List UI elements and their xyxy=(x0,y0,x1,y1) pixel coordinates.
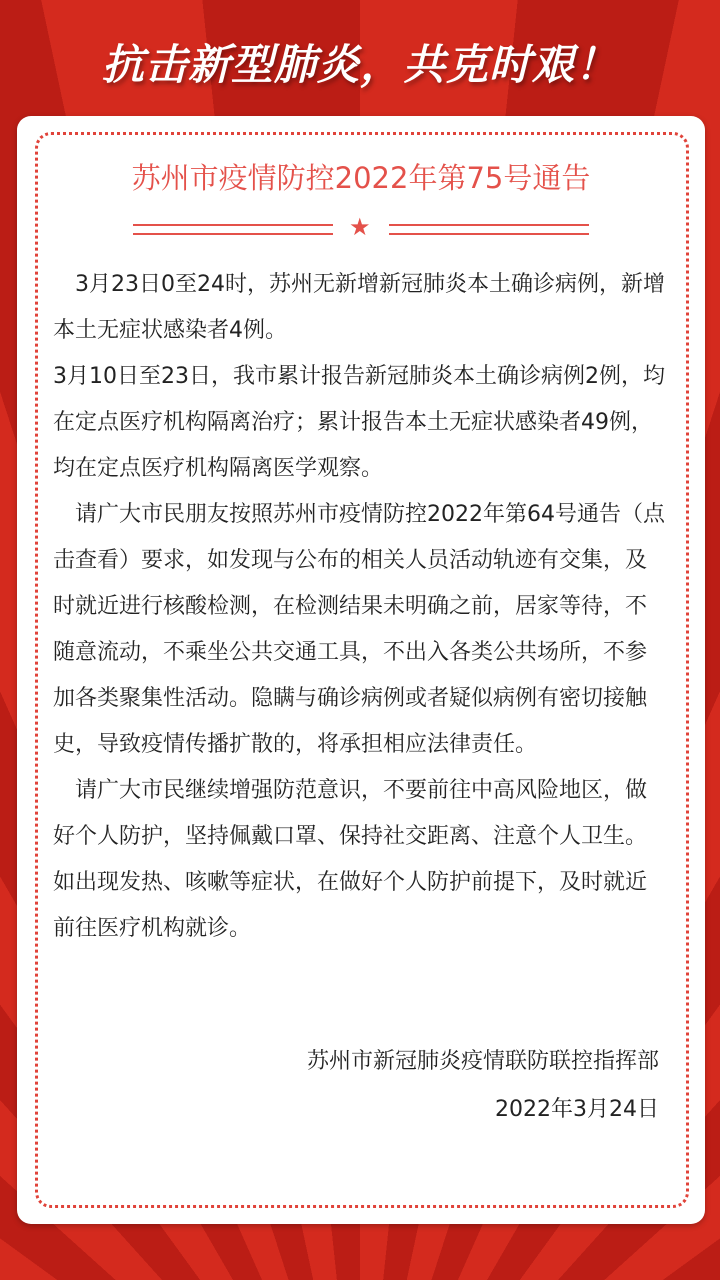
banner-slogan: 抗击新型肺炎，共克时艰！ xyxy=(101,40,618,89)
issuer: 苏州市新冠肺炎疫情联防联控指挥部 xyxy=(306,1049,659,1074)
notice-title: 苏州市疫情防控2022年第75号通告 xyxy=(131,161,591,195)
title-divider xyxy=(133,213,589,241)
divider-line-right xyxy=(389,224,589,235)
paragraph: 请广大市民继续增强防范意识，不要前往中高风险地区，做好个人防护，坚持佩戴口罩、保持社交距离、注意个人卫生。如出现发热、咳嗽等症状，在做好个人防护前提下，及时就近前往医疗机构就诊。 xyxy=(53,778,648,941)
divider-line-left xyxy=(133,224,333,235)
paragraph: 请广大市民朋友按照苏州市疫情防控2022年第64号通告（点击查看）要求，如发现与公布的相关人员活动轨迹有交集，及时就近进行核酸检测，在检测结果未明确之前，居家等待，不随意流动，不乘坐公共交通工具，不出入各类公共场所，不参加各类聚集性活动。隐瞒与确诊病例或者疑似病例有密切接触史，导致疫情传播扩散的，将承担相应法律责任。 xyxy=(53,502,665,757)
paragraph: 3月23日0至24时，苏州无新增新冠肺炎本土确诊病例，新增本土无症状感染者4例。 xyxy=(53,272,665,343)
star-icon: ★ xyxy=(349,213,371,241)
issue-date: 2022年3月24日 xyxy=(495,1097,659,1122)
notice-card xyxy=(17,116,705,1224)
signature xyxy=(307,1038,659,1134)
paragraph: 3月10日至23日，我市累计报告新冠肺炎本土确诊病例2例，均在定点医疗机构隔离治疗；累计报告本土无症状感染者49例，均在定点医疗机构隔离医学观察。 xyxy=(53,364,665,481)
notice-body xyxy=(53,262,667,952)
